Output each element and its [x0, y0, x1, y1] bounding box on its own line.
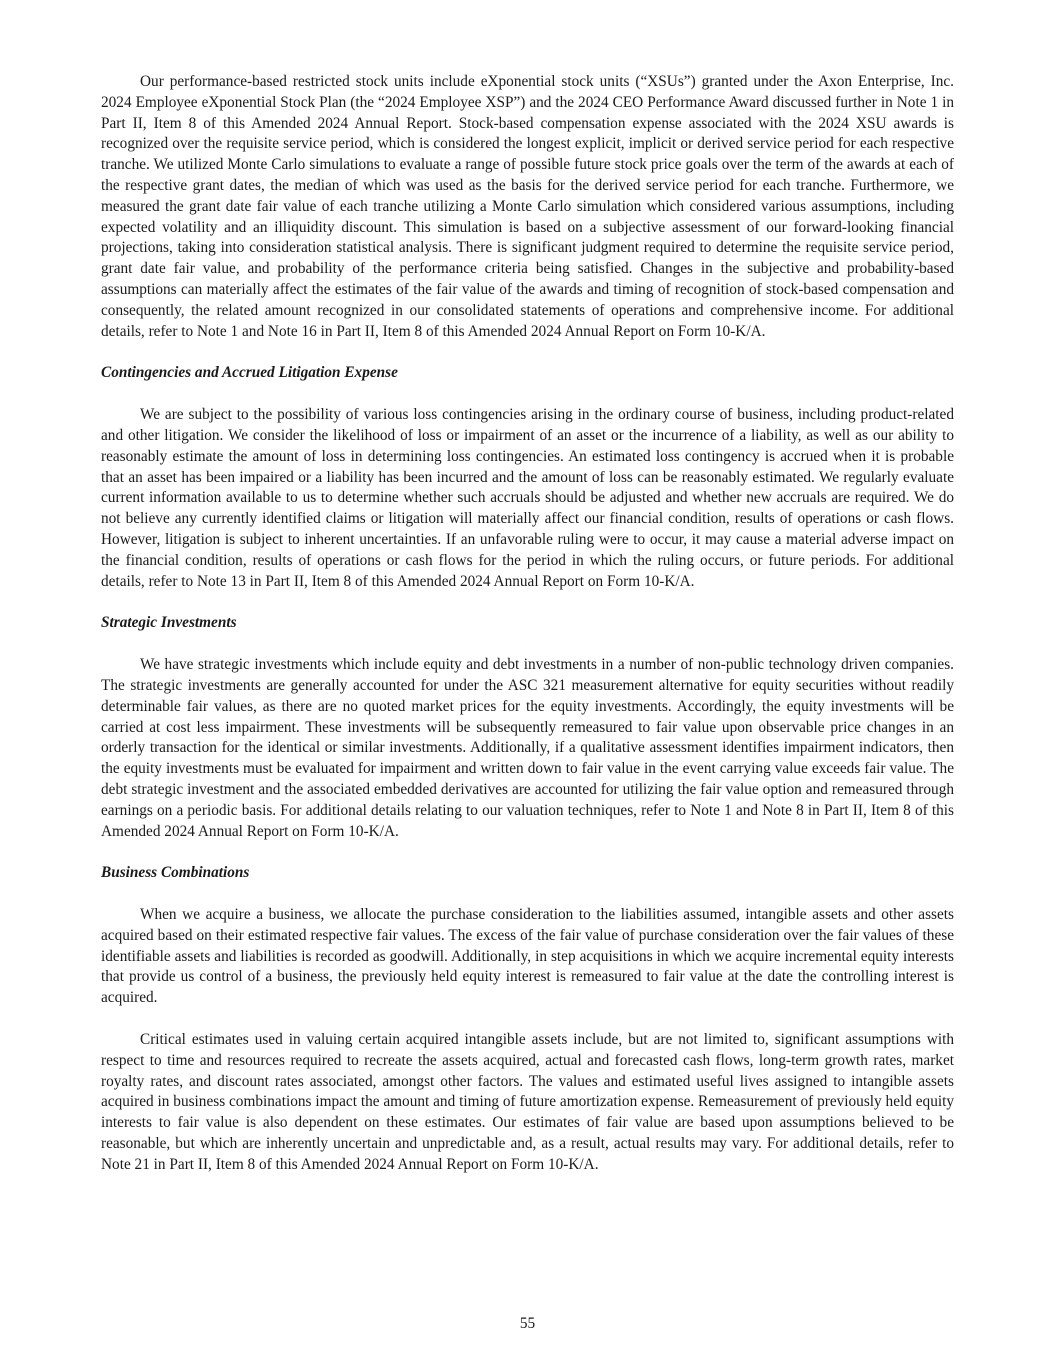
paragraph-strategic-investments: We have strategic investments which include equity and debt investments in a number of non-public technology driven companies. The strategic investments are generally accounted for under the ASC 321 measurement alternative for equity securities without readily determinable fair values, as there are no quoted market prices for the equity investments. Accordingly, the equity investments will be carried at cost less impairment. These investments will be subsequently remeasured to fair value upon observable price changes in an orderly transaction for the identical or similar investments. Additionally, if a qualitative assessment identifies impairment indicators, then the equity investments must be evaluated for impairment and written down to fair value in the event carrying value exceeds fair value. The debt strategic investment and the associated embedded derivatives are accounted for utilizing the fair value option and remeasured through earnings on a periodic basis. For additional details relating to our valuation techniques, refer to Note 1 and Note 8 in Part II, Item 8 of this Amended 2024 Annual Report on Form 10-K/A.: [101, 656, 954, 840]
page-number: 55: [519, 1315, 536, 1332]
document-body: [101, 72, 954, 1176]
paragraph-contingencies: We are subject to the possibility of various loss contingencies arising in the ordinary course of business, including product-related and other litigation. We consider the likelihood of loss or impairment of an asset or the incurrence of a liability, as well as our ability to reasonably estimate the amount of loss in determining loss contingencies. An estimated loss contingency is accrued when it is probable that an asset has been impaired or a liability has been incurred and the amount of loss can be reasonably estimated. We regularly evaluate current information available to us to determine whether such accruals should be adjusted and whether new accruals are required. We do not believe any currently identified claims or litigation will materially affect our financial condition, results of operations or cash flows. However, litigation is subject to inherent uncertainties. If an unfavorable ruling were to occur, it may cause a material adverse impact on the financial condition, results of operations or cash flows for the period in which the ruling occurs, or future periods. For additional details, refer to Note 13 in Part II, Item 8 of this Amended 2024 Annual Report on Form 10-K/A.: [101, 406, 954, 590]
paragraph-business-combinations-2: Critical estimates used in valuing certain acquired intangible assets include, but are not limited to, significant assumptions with respect to time and resources required to recreate the assets acquired, actual and forecasted cash flows, long-term growth rates, market royalty rates, and discount rates associated, amongst other factors. The values and estimated useful lives assigned to intangible assets acquired in business combinations impact the amount and timing of future amortization expense. Remeasurement of previously held equity interests to fair value is also dependent on these estimates. Our estimates of fair value are based upon assumptions believed to be reasonable, but which are inherently uncertain and unpredictable and, as a result, actual results may vary. For additional details, refer to Note 21 in Part II, Item 8 of this Amended 2024 Annual Report on Form 10-K/A.: [101, 1031, 954, 1173]
heading-strategic-investments: Strategic Investments: [101, 614, 237, 632]
paragraph-stock-units: Our performance-based restricted stock units include eXponential stock units (“XSUs”) granted under the Axon Enterprise, Inc. 2024 Employee eXponential Stock Plan (the “2024 Employee XSP”) and the 2024 CEO Performance Award discussed further in Note 1 in Part II, Item 8 of this Amended 2024 Annual Report. Stock-based compensation expense associated with the 2024 XSU awards is recognized over the requisite service period, which is considered the longest explicit, implicit or derived service period for each respective tranche. We utilized Monte Carlo simulations to evaluate a range of possible future stock price goals over the term of the awards at each of the respective grant dates, the median of which was used as the basis for the derived service period for each tranche. Furthermore, we measured the grant date fair value of each tranche utilizing a Monte Carlo simulation which considered various assumptions, including expected volatility and an illiquidity discount. This simulation is based on a subjective assessment of our forward-looking financial projections, taking into consideration statistical analysis. There is significant judgment required to determine the requisite service period, grant date fair value, and probability of the performance criteria being satisfied. Changes in the subjective and probability-based assumptions can materially affect the estimates of the fair value of the awards and timing of recognition of stock-based compensation and consequently, the related amount recognized in our consolidated statements of operations and comprehensive income. For additional details, refer to Note 1 and Note 16 in Part II, Item 8 of this Amended 2024 Annual Report on Form 10-K/A.: [101, 73, 954, 340]
heading-business-combinations: Business Combinations: [101, 864, 250, 882]
paragraph-business-combinations-1: When we acquire a business, we allocate the purchase consideration to the liabilities assumed, intangible assets and other assets acquired based on their estimated respective fair values. The excess of the fair value of purchase consideration over the fair values of these identifiable assets and liabilities is recorded as goodwill. Additionally, in step acquisitions in which we acquire incremental equity interests that provide us control of a business, the previously held equity interest is remeasured to fair value at the date the controlling interest is acquired.: [101, 906, 954, 1007]
heading-contingencies: Contingencies and Accrued Litigation Expense: [101, 364, 398, 382]
